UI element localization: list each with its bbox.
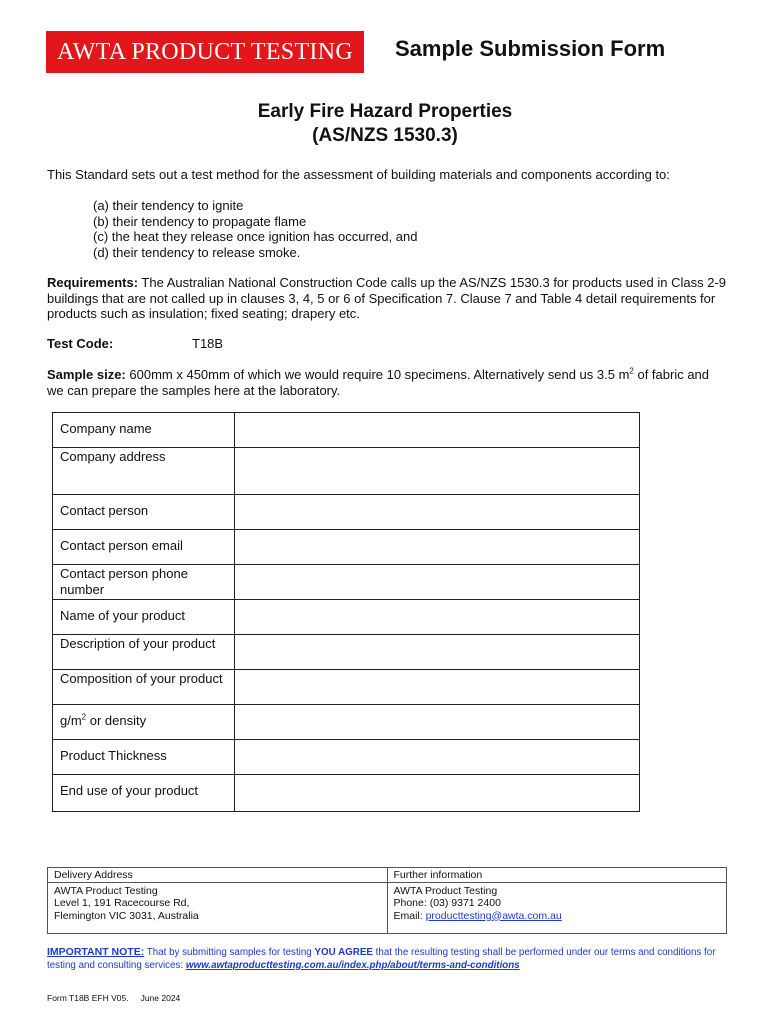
table-row — [53, 635, 640, 670]
field-label: Product Thickness — [53, 740, 235, 775]
company-name-input[interactable] — [235, 413, 640, 448]
form-date: June 2024 — [140, 993, 181, 1003]
you-agree-text: YOU AGREE — [314, 947, 373, 958]
table-row — [53, 740, 640, 775]
important-note-text: That by submitting samples for testing — [144, 947, 315, 958]
contact-phone-input[interactable] — [235, 565, 640, 600]
table-row — [53, 448, 640, 495]
product-composition-input[interactable] — [235, 670, 640, 705]
requirements-paragraph — [47, 275, 727, 322]
title-line-1: Early Fire Hazard Properties — [257, 101, 513, 122]
table-row — [53, 705, 640, 740]
sample-size-text-cont: of fabric and we can prepare the samples here at the laboratory. — [47, 367, 710, 398]
superscript: 2 — [81, 712, 87, 722]
criteria-item: (b) their tendency to propagate flame — [93, 213, 307, 229]
sample-size-text: 600mm x 450mm of which we would require 10 specimens. Alternatively send us 3.5 m — [129, 367, 630, 382]
delivery-heading: Delivery Address — [48, 869, 387, 883]
field-label: Contact person phone number — [53, 565, 235, 600]
further-heading: Further information — [388, 869, 727, 883]
table-row — [53, 413, 640, 448]
product-description-input[interactable] — [235, 635, 640, 670]
requirements-label: Requirements: — [47, 275, 139, 290]
field-label: Contact person — [53, 495, 235, 530]
table-row — [53, 495, 640, 530]
sample-size-label: Sample size: — [47, 367, 126, 382]
field-label — [53, 705, 235, 740]
sample-size-paragraph — [47, 367, 727, 398]
field-label-text-cont: or density — [86, 713, 147, 728]
terms-link[interactable]: www.awtaproducttesting.com.au/index.php/about/terms-and-conditions — [185, 960, 520, 971]
form-code: Form T18B EFH V05. — [47, 993, 129, 1003]
table-row — [53, 775, 640, 812]
field-label-text: g/m — [60, 713, 82, 728]
density-input[interactable] — [235, 705, 640, 740]
table-row — [53, 670, 640, 705]
important-note-text-cont: that the resulting testing shall be performed under our terms and conditions for testing and consulting services: — [47, 947, 716, 971]
table-row — [53, 530, 640, 565]
table-row — [53, 565, 640, 600]
contact-info-box — [47, 867, 727, 934]
form-title: Sample Submission Form — [395, 36, 666, 61]
title-line-2: (AS/NZS 1530.3) — [312, 125, 458, 146]
field-label: Company address — [53, 448, 235, 495]
field-label: Contact person email — [53, 530, 235, 565]
important-note-label: IMPORTANT NOTE: — [47, 946, 145, 958]
further-line: AWTA Product Testing — [393, 884, 498, 897]
email-link[interactable]: producttesting@awta.com.au — [425, 909, 562, 922]
page-title — [0, 100, 770, 148]
delivery-line: Flemington VIC 3031, Australia — [54, 909, 199, 922]
delivery-line: AWTA Product Testing — [54, 884, 158, 897]
awta-logo: AWTA PRODUCT TESTING — [46, 31, 364, 73]
criteria-item: (d) their tendency to release smoke. — [93, 244, 301, 260]
further-line: Phone: (03) 9371 2400 — [393, 897, 501, 909]
field-label: Name of your product — [53, 600, 235, 635]
field-label: End use of your product — [53, 775, 235, 812]
contact-person-input[interactable] — [235, 495, 640, 530]
requirements-text: The Australian National Construction Code calls up the AS/NZS 1530.3 for products used in Class 2-9 buildings that are not called up in clauses 3, 4, 5 or 6 of Specification 7. Clause 7 and Table 4 detail requirements for products such as insulation; fixed seating; drapery etc. — [47, 275, 727, 321]
further-info-block — [387, 868, 727, 933]
field-label: Composition of your product — [53, 670, 235, 705]
criteria-item: (a) their tendency to ignite — [93, 198, 244, 213]
criteria-list — [93, 198, 417, 260]
delivery-address-block — [48, 868, 387, 933]
product-name-input[interactable] — [235, 600, 640, 635]
thickness-input[interactable] — [235, 740, 640, 775]
criteria-item: (c) the heat they release once ignition has occurred, and — [93, 229, 418, 244]
field-label: Company name — [53, 413, 235, 448]
email-row — [394, 910, 721, 923]
table-row — [53, 600, 640, 635]
contact-email-input[interactable] — [235, 530, 640, 565]
field-label: Description of your product — [53, 635, 235, 670]
company-address-input[interactable] — [235, 448, 640, 495]
test-code-label: Test Code: — [47, 336, 114, 351]
intro-paragraph: This Standard sets out a test method for the assessment of building materials and components according to: — [47, 167, 670, 182]
test-code-value: T18B — [192, 336, 224, 351]
important-note — [47, 946, 747, 972]
form-identifier — [47, 993, 180, 1003]
end-use-input[interactable] — [235, 775, 640, 812]
test-code-row — [47, 336, 224, 351]
submission-fields-table — [52, 412, 640, 812]
delivery-line: Level 1, 191 Racecourse Rd, — [54, 897, 190, 909]
email-label: Email: — [393, 909, 426, 922]
superscript: 2 — [629, 366, 634, 376]
